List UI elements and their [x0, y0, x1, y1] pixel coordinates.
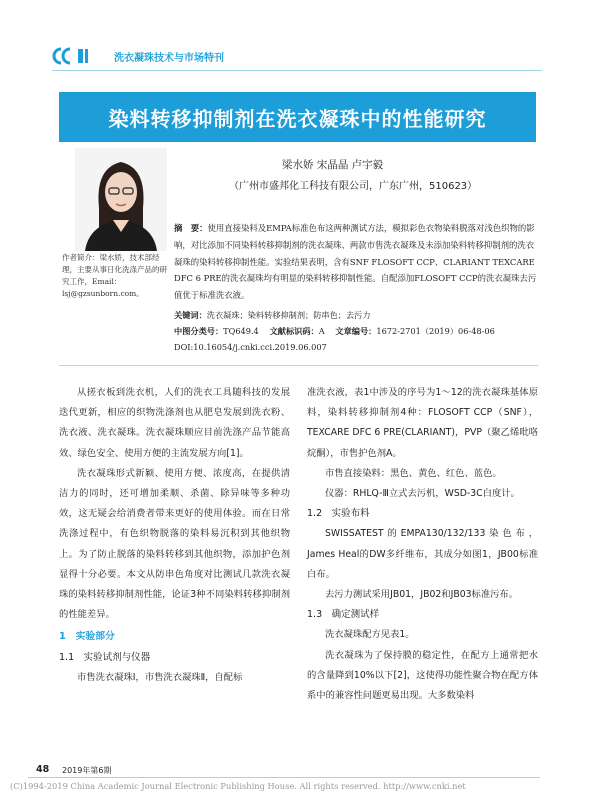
clc-value: TQ649.4 [223, 326, 259, 336]
paragraph: 市售直接染料：黑色、黄色、红色、蓝色。 [325, 467, 502, 479]
paragraph: 仪器：RHLQ-Ⅲ立式去污机，WSD-3C白度计。 [325, 488, 520, 500]
body-right-column [307, 383, 538, 706]
paragraph: 洗衣凝珠形式新颖、使用方便、浓度高，在提供清洁力的同时，还可增加柔顺、杀菌、除异味等多种功效，这无疑会给消费者带来更好的使用体验。而在日常洗涤过程中，有色织物脱落的染料易沉积到其他织物上。为了防止脱落的染料转移到其他织物，添加护色剂显得十分必要。本文从防串色角度对比测试几款洗衣凝珠的染料转移抑制剂性能，论证3种不同染料转移抑制剂的性能差异。 [59, 467, 290, 621]
paragraph: 从搓衣板到洗衣机，人们的洗衣工具随科技的发展迭代更新，相应的织物洗涤剂也从肥皂发展到洗衣粉、洗衣液、洗衣凝珠。洗衣凝珠顺应目前洗涤产品节能高效、绿色安全、使用方便的主流发展方向[1]。 [59, 387, 290, 459]
author-affiliation: （广州市盛邦化工科技有限公司，广东广州，510623） [229, 181, 478, 192]
article-no-label: 文章编号： [335, 326, 377, 336]
journal-logo [52, 45, 92, 67]
footer-rule [28, 777, 540, 778]
keywords-label: 关键词： [174, 310, 207, 320]
paragraph: 洗衣凝珠为了保持膜的稳定性，在配方上通常把水的含量降到10%以下[2]，这使得功能性聚合物在配方体系中的兼容性问题更易出现。大多数染料 [307, 649, 538, 702]
paragraph: 去污力测试采用JB01，JB02和JB03标准污布。 [325, 589, 519, 601]
page-number: 48 [36, 764, 50, 775]
subsection-heading: 1.2 实验布料 [307, 508, 370, 520]
author-photo [75, 148, 167, 251]
abstract-text: 使用直接染料及EMPA标准色布这两种测试方法，模拟彩色衣物染料脱落对浅色织物的影响，对比添加不同染料转移抑制剂的洗衣凝珠、两款市售洗衣凝珠及未添加染料转移抑制剂的洗衣凝珠的染料转移抑制性能。实验结果表明，含有SNF FLOSOFT CCP、CLARIANT TEXCARE DFC 6 PRE的洗衣凝珠均有明显的染料转移抑制性能。自配添加FLOSOFT CCP的洗衣凝珠去污值优于标准洗衣液。 [174, 223, 537, 301]
paragraph: 洗衣凝珠配方见表1。 [325, 629, 415, 641]
paragraph: 市售洗衣凝珠Ⅰ，市售洗衣凝珠Ⅱ，自配标 [77, 671, 243, 683]
keywords-text: 洗衣凝珠；染料转移抑制剂；防串色；去污力 [206, 310, 371, 320]
header-rule [52, 70, 542, 71]
paragraph: 准洗衣液，表1中涉及的序号为1～12的洗衣凝珠基体原料，染料转移抑制剂4种：FLOSOFT CCP（SNF），TEXCARE DFC 6 PRE(CLARIANT)，PVP（聚乙烯吡咯烷酮），市售护色剂A。 [307, 387, 538, 459]
journal-name: 洗衣凝珠技术与市场特刊 [114, 53, 224, 64]
paragraph: SWISSATEST的EMPA130/132/133染色布，James Heal的DW多纤维布，其成分如图1，JB00标准白布。 [307, 528, 538, 580]
doc-code-label: 文献标识码： [269, 326, 319, 336]
body-left-column [59, 383, 290, 688]
author-list: 梁水娇 宋晶晶 卢宇毅 [282, 159, 384, 171]
article-title: 染料转移抑制剂在洗衣凝珠中的性能研究 [59, 92, 536, 142]
copyright-notice: (C)1994-2019 China Academic Journal Electronic Publishing House. All rights reserved. http://www.cnki.net [10, 781, 466, 791]
doi: DOI:10.16054/j.cnki.cci.2019.06.007 [174, 342, 327, 352]
subsection-heading: 1.1 实验试剂与仪器 [59, 651, 151, 663]
classification-line [174, 323, 537, 339]
clc-label: 中图分类号： [174, 326, 224, 336]
author-bio: 作者简介：梁水娇，技术部经理，主要从事日化洗涤产品的研究工作，Email：lsj@gzsunborn.com。 [62, 253, 167, 298]
abstract-divider [59, 365, 538, 366]
issue-label: 2019年第6期 [62, 766, 112, 775]
subsection-heading: 1.3 确定测试样 [307, 609, 380, 621]
keywords [174, 307, 537, 323]
section-heading: 1 实验部分 [59, 631, 115, 643]
article-no-value: 1672-2701（2019）06-48-06 [376, 326, 495, 336]
abstract-label: 摘 要： [174, 223, 208, 233]
doc-code-value: A [318, 326, 325, 336]
abstract [174, 220, 537, 304]
